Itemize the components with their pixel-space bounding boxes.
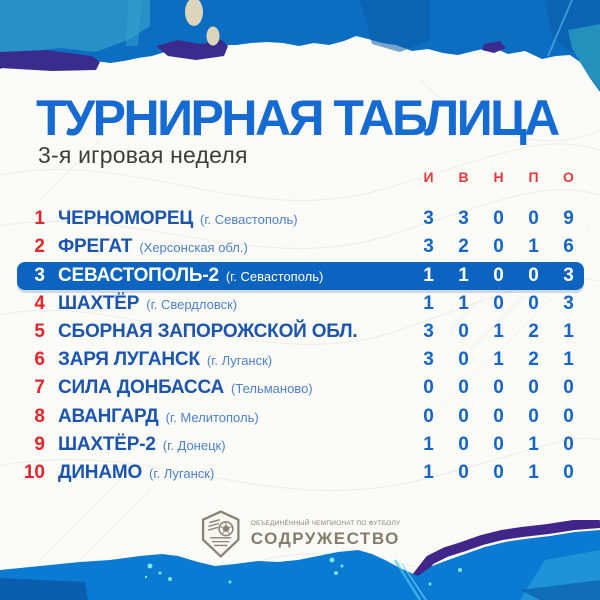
- team-name: СИЛА ДОНБАССА: [58, 377, 225, 398]
- stat-draws: 0: [493, 462, 504, 483]
- team-location: (г. Свердловск): [146, 297, 238, 312]
- column-header-draws: Н: [493, 169, 504, 185]
- stat-wins: 0: [458, 377, 469, 398]
- stat-wins: 1: [458, 293, 469, 314]
- stat-losses: 2: [528, 349, 539, 370]
- league-logo-text: [251, 520, 401, 549]
- rank: 1: [34, 208, 45, 229]
- stat-games: 1: [423, 265, 434, 286]
- rank: 10: [23, 462, 45, 483]
- rank: 7: [34, 377, 45, 398]
- stat-games: 3: [423, 349, 434, 370]
- page-subtitle: 3-я игровая неделя: [38, 142, 248, 168]
- team-name: ШАХТЁР: [58, 293, 140, 314]
- stat-wins: 0: [458, 434, 469, 455]
- stat-wins: 0: [458, 349, 469, 370]
- rank: 9: [34, 434, 45, 455]
- row-stats: [411, 431, 586, 459]
- rank: 2: [34, 236, 45, 257]
- stat-draws: 0: [493, 265, 504, 286]
- stat-wins: 0: [458, 406, 469, 427]
- stat-points: 9: [563, 208, 574, 229]
- stat-losses: 2: [528, 321, 539, 342]
- table-row: [0, 431, 600, 459]
- row-stats: [411, 346, 586, 374]
- stat-games: 1: [423, 293, 434, 314]
- team-location: (г. Севастополь): [200, 212, 298, 227]
- column-header-points: О: [563, 169, 574, 185]
- stat-losses: 0: [528, 265, 539, 286]
- row-stats: [411, 262, 586, 290]
- team-name: АВАНГАРД: [58, 406, 159, 427]
- row-stats: [411, 374, 586, 402]
- rank: 8: [34, 406, 45, 427]
- stat-games: 0: [423, 377, 434, 398]
- stat-draws: 1: [493, 349, 504, 370]
- stats-column-headers: [411, 169, 586, 185]
- stat-points: 1: [563, 349, 574, 370]
- league-logo: [200, 510, 401, 558]
- row-stats: [411, 233, 586, 261]
- team-location: (г. Донецк): [162, 438, 226, 453]
- team-location: (г. Севастополь): [225, 269, 324, 284]
- row-stats: [411, 403, 586, 431]
- table-row: [0, 233, 600, 261]
- team-location: (Тельманово): [231, 381, 313, 396]
- stat-wins: 3: [458, 208, 469, 229]
- stat-points: 0: [563, 462, 574, 483]
- page-title: ТУРНИРНАЯ ТАБЛИЦА: [36, 90, 558, 146]
- column-header-losses: П: [528, 169, 539, 185]
- team-name: ФРЕГАТ: [58, 236, 133, 257]
- stat-games: 0: [423, 406, 434, 427]
- column-header-games: И: [423, 169, 434, 185]
- league-name-small: ОБЪЕДИНЁННЫЙ ЧЕМПИОНАТ ПО ФУТБОЛУ: [250, 519, 401, 527]
- team-location: (г. Луганск): [149, 466, 215, 481]
- stat-draws: 0: [493, 406, 504, 427]
- rank: 3: [34, 265, 45, 286]
- league-name-large: СОДРУЖЕСТВО: [250, 528, 400, 548]
- rank: 4: [34, 293, 45, 314]
- stat-games: 1: [423, 434, 434, 455]
- stat-draws: 0: [493, 377, 504, 398]
- league-crest-icon: [200, 510, 242, 558]
- row-stats: [411, 459, 586, 487]
- row-stats: [411, 205, 586, 233]
- stat-losses: 0: [528, 377, 539, 398]
- rank: 6: [34, 349, 45, 370]
- stat-wins: 2: [458, 236, 469, 257]
- table-row: [0, 290, 600, 318]
- stat-games: 3: [423, 208, 434, 229]
- row-stats: [411, 290, 586, 318]
- stat-wins: 1: [458, 265, 469, 286]
- team-name: СБОРНАЯ ЗАПОРОЖСКОЙ ОБЛ.: [58, 321, 358, 342]
- stat-points: 3: [563, 265, 574, 286]
- stat-games: 3: [423, 321, 434, 342]
- stat-wins: 0: [458, 462, 469, 483]
- team-location: (г. Луганск): [206, 353, 273, 368]
- torn-paper-top: [0, 0, 600, 100]
- stat-draws: 0: [493, 293, 504, 314]
- team-location: (Херсонская обл.): [139, 240, 248, 255]
- team-name: СЕВАСТОПОЛЬ-2: [58, 265, 219, 286]
- stat-losses: 1: [528, 434, 539, 455]
- stat-games: 1: [423, 462, 434, 483]
- stat-points: 6: [563, 236, 574, 257]
- row-stats: [411, 318, 586, 346]
- stat-losses: 0: [528, 293, 539, 314]
- team-name: ШАХТЁР-2: [58, 434, 156, 455]
- team-name: ЗАРЯ ЛУГАНСК: [58, 349, 200, 370]
- stat-losses: 1: [528, 236, 539, 257]
- stat-losses: 0: [528, 208, 539, 229]
- team-location: (г. Мелитополь): [165, 410, 259, 425]
- team-name: ЧЕРНОМОРЕЦ: [58, 208, 194, 229]
- stat-points: 1: [563, 321, 574, 342]
- stat-points: 0: [563, 377, 574, 398]
- stat-points: 0: [563, 434, 574, 455]
- stat-points: 0: [563, 406, 574, 427]
- stat-draws: 0: [493, 208, 504, 229]
- stat-losses: 1: [528, 462, 539, 483]
- table-row: [0, 346, 600, 374]
- stat-draws: 0: [493, 236, 504, 257]
- stat-games: 3: [423, 236, 434, 257]
- team-name: ДИНАМО: [58, 462, 143, 483]
- stat-losses: 0: [528, 406, 539, 427]
- table-row: [0, 459, 600, 487]
- stat-wins: 0: [458, 321, 469, 342]
- table-row: [0, 403, 600, 431]
- stat-draws: 0: [493, 434, 504, 455]
- table-row-highlighted: [0, 262, 600, 290]
- column-header-wins: В: [458, 169, 469, 185]
- table-row: [0, 205, 600, 233]
- rank: 5: [34, 321, 45, 342]
- table-row: [0, 374, 600, 402]
- table-row: [0, 318, 600, 346]
- stat-draws: 1: [493, 321, 504, 342]
- stat-points: 3: [563, 293, 574, 314]
